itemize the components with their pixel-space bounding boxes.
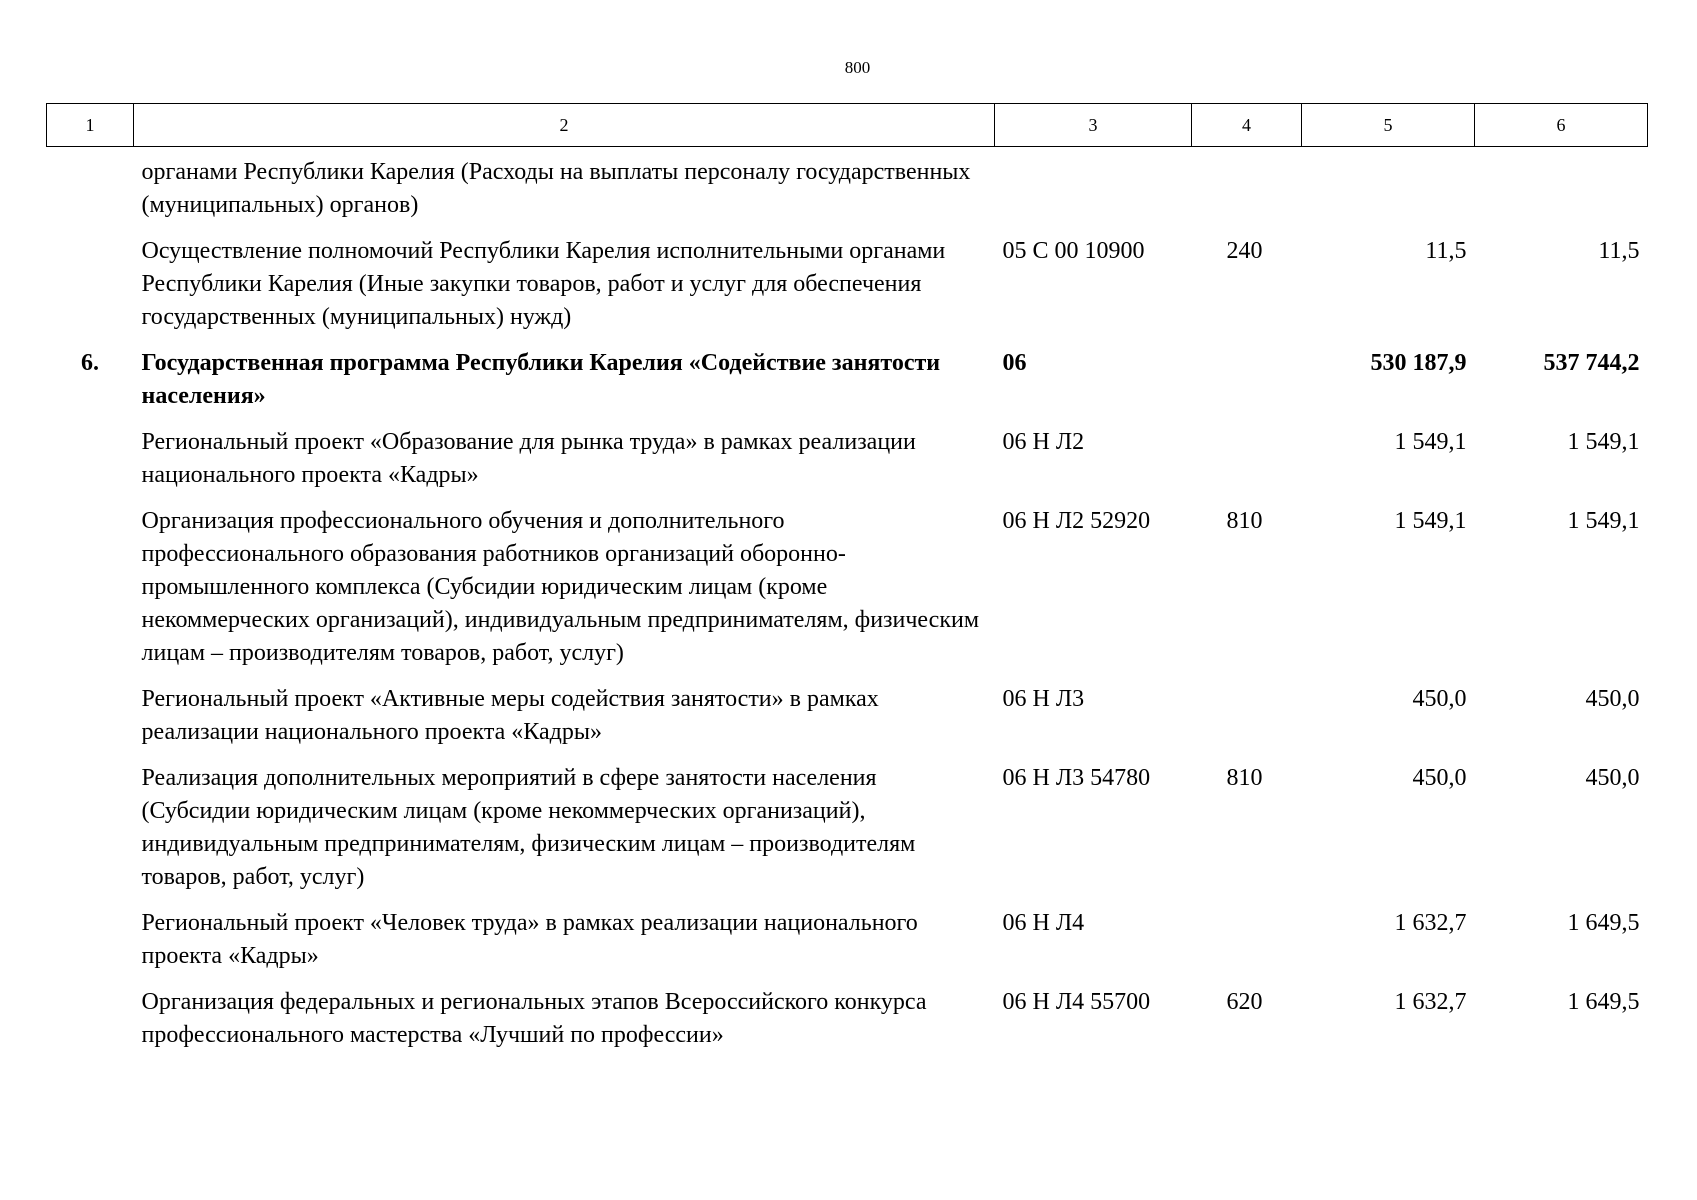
page-number: 800 [844, 58, 871, 77]
row-amount-cell-1: 450,0 [1412, 765, 1467, 791]
row-amount-cell-1: 1 632,7 [1394, 989, 1467, 1015]
row-name-cell: Организация профессионального обучения и дополнительного профессионального образования работников организаций оборонно-промышленного комплекса (Субсидии юридическим лицам (кроме некоммерческих организаций), индивидуальным предпринимателям, физическим лицам – производителям товаров, работ, услуг) [141, 508, 980, 666]
row-type-cell: 810 [1226, 508, 1263, 534]
row-amount-cell-2: 450,0 [1585, 765, 1640, 791]
table-row [47, 683, 1648, 762]
table-row [47, 235, 1648, 347]
row-amount-cell-2: 450,0 [1585, 686, 1640, 712]
row-amount-cell-2: 11,5 [1598, 238, 1640, 264]
row-code-cell: 06 [1002, 350, 1027, 376]
row-number-cell [47, 986, 134, 1065]
column-header-6: 6 [1475, 104, 1648, 147]
row-name-cell: органами Республики Карелия (Расходы на выплаты персоналу государственных (муниципальных) органов) [141, 159, 971, 218]
row-amount-cell-1: 1 549,1 [1394, 508, 1467, 534]
table-header-row [47, 104, 1648, 147]
row-amount-cell-2: 1 649,5 [1567, 989, 1640, 1015]
row-code-cell: 06 Н Л4 55700 [1002, 989, 1151, 1015]
row-type-cell: 810 [1226, 765, 1263, 791]
row-number-cell [47, 683, 134, 762]
row-amount-cell-2: 1 549,1 [1567, 508, 1640, 534]
row-code-cell: 05 С 00 10900 [1002, 238, 1145, 264]
row-amount-cell-1: 450,0 [1412, 686, 1467, 712]
row-number-cell [47, 235, 134, 347]
column-header-5: 5 [1302, 104, 1475, 147]
row-name-cell: Организация федеральных и региональных этапов Всероссийского конкурса профессионального мастерства «Лучший по профессии» [141, 989, 927, 1048]
row-number-cell [47, 426, 134, 505]
row-number-cell [47, 907, 134, 986]
row-type-cell [1192, 426, 1302, 505]
budget-table [46, 103, 1648, 1065]
row-code-cell: 06 Н Л2 [1002, 429, 1085, 455]
row-amount-cell-2: 537 744,2 [1543, 350, 1640, 376]
row-type-cell [1192, 147, 1302, 236]
table-row [47, 347, 1648, 426]
row-type-cell [1192, 347, 1302, 426]
row-name-cell: Региональный проект «Образование для рынка труда» в рамках реализации национального проекта «Кадры» [141, 429, 916, 488]
column-header-2: 2 [134, 104, 995, 147]
row-amount-cell-1: 1 632,7 [1394, 910, 1467, 936]
row-number-cell [47, 762, 134, 907]
row-name-cell: Государственная программа Республики Карелия «Содействие занятости населения» [141, 350, 941, 409]
column-header-4: 4 [1192, 104, 1302, 147]
table-row [47, 986, 1648, 1065]
row-amount-cell-2 [1475, 147, 1648, 236]
table-row [47, 147, 1648, 236]
column-header-3: 3 [995, 104, 1192, 147]
row-amount-cell-2: 1 549,1 [1567, 429, 1640, 455]
row-type-cell [1192, 907, 1302, 986]
row-amount-cell-1: 1 549,1 [1394, 429, 1467, 455]
row-code-cell: 06 Н Л3 [1002, 686, 1085, 712]
table-body [47, 147, 1648, 1066]
column-header-1: 1 [47, 104, 134, 147]
row-code-cell: 06 Н Л3 54780 [1002, 765, 1151, 791]
table-row [47, 762, 1648, 907]
row-type-cell [1192, 683, 1302, 762]
row-amount-cell-2: 1 649,5 [1567, 910, 1640, 936]
row-name-cell: Осуществление полномочий Республики Карелия исполнительными органами Республики Карелия (Иные закупки товаров, работ и услуг для обеспечения государственных (муниципальных) нужд) [141, 238, 946, 330]
table-row [47, 907, 1648, 986]
row-code-cell [995, 147, 1192, 236]
row-number-cell: 6. [81, 350, 99, 376]
table-row [47, 426, 1648, 505]
row-type-cell: 240 [1226, 238, 1263, 264]
table-header [47, 104, 1648, 147]
row-number-cell [47, 147, 134, 236]
row-name-cell: Региональный проект «Человек труда» в рамках реализации национального проекта «Кадры» [141, 910, 918, 969]
row-amount-cell-1 [1302, 147, 1475, 236]
row-code-cell: 06 Н Л4 [1002, 910, 1085, 936]
table-row [47, 505, 1648, 683]
row-code-cell: 06 Н Л2 52920 [1002, 508, 1151, 534]
row-amount-cell-1: 530 187,9 [1370, 350, 1467, 376]
row-number-cell [47, 505, 134, 683]
row-name-cell: Региональный проект «Активные меры содействия занятости» в рамках реализации национального проекта «Кадры» [141, 686, 879, 745]
row-type-cell: 620 [1226, 989, 1263, 1015]
row-amount-cell-1: 11,5 [1425, 238, 1467, 264]
row-name-cell: Реализация дополнительных мероприятий в сфере занятости населения (Субсидии юридическим лицам (кроме некоммерческих организаций), индивидуальным предпринимателям, физическим лицам – производителям товаров, работ, услуг) [141, 765, 916, 890]
